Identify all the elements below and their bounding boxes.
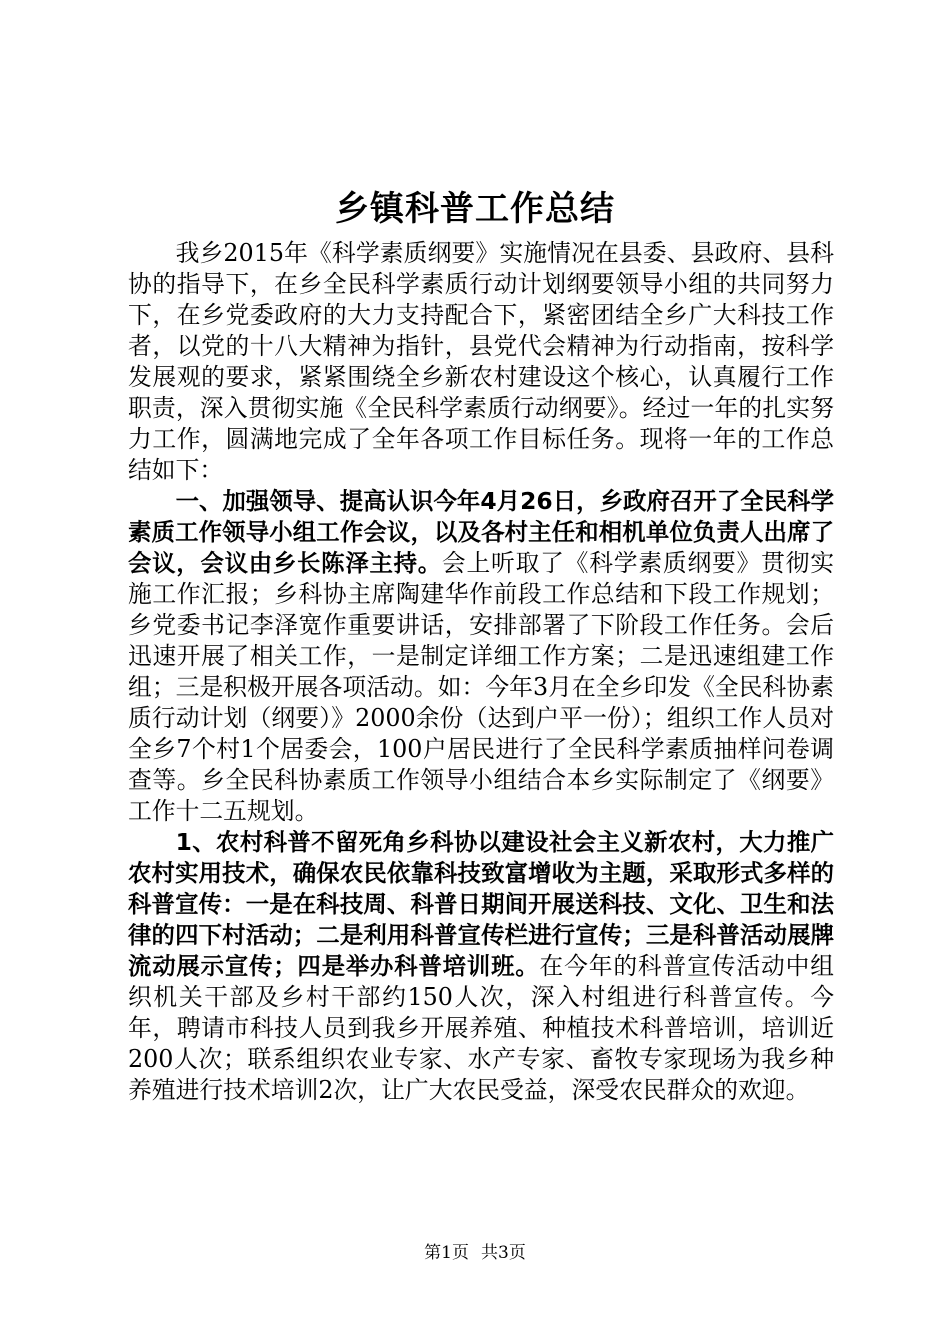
paragraph-intro xyxy=(128,238,834,486)
paragraph-text: 会上听取了《科学素质纲要》贯彻实施工作汇报；乡科协主席陶建华作前段工作总结和下段工作规划；乡党委书记李泽宽作重要讲话，安排部署了下阶段工作任务。会后迅速开展了相关工作，一是制定详细工作方案；二是迅速组建工作组；三是积极开展各项活动。如：今年3月在全乡印发《全民科协素质行动计划（纲要）》2000余份（达到户平一份）；组织工作人员对全乡7个村1个居委会，100户居民进行了全民科学素质抽样问卷调查等。乡全民科协素质工作领导小组结合本乡实际制定了《纲要》工作十二五规划。 xyxy=(128,549,835,825)
paragraph-heading: 1、农村科普不留死角乡科协以建设社会主义新农村，大力推广农村实用技术，确保农民依靠科技致富增收为主题，采取形式多样的科普宣传：一是在科技周、科普日期间开展送科技、文化、卫生和法律的四下村活动；二是利用科普宣传栏进行宣传；三是科普活动展牌流动展示宣传；四是举办科普培训班。 xyxy=(128,828,834,980)
document-title: 乡镇科普工作总结 xyxy=(335,189,615,229)
paragraph-section-1 xyxy=(128,486,834,827)
paragraph-text: 在今年的科普宣传活动中组织机关干部及乡村干部约150人次，深入村组进行科普宣传。今年，聘请市科技人员到我乡开展养殖、种植技术科普培训，培训近200人次；联系组织农业专家、水产专家、畜牧专家现场为我乡种养殖进行技术培训2次，让广大农民受益，深受农民群众的欢迎。 xyxy=(128,952,835,1104)
page-total: 共3页 xyxy=(481,1243,526,1263)
page-number: 第1页 xyxy=(424,1243,469,1263)
paragraph-text: 我乡2015年《科学素质纲要》实施情况在县委、县政府、县科协的指导下，在乡全民科学素质行动计划纲要领导小组的共同努力下，在乡党委政府的大力支持配合下，紧密团结全乡广大科技工作者，以党的十八大精神为指针，县党代会精神为行动指南，按科学发展观的要求，紧紧围绕全乡新农村建设这个核心，认真履行工作职责，深入贯彻实施《全民科学素质行动纲要》。经过一年的扎实努力工作，圆满地完成了全年各项工作目标任务。现将一年的工作总结如下： xyxy=(128,239,834,484)
page-footer xyxy=(0,1241,950,1265)
paragraph-heading: 一、加强领导、提高认识今年4月26日，乡政府召开了全民科学素质工作领导小组工作会议，以及各村主任和相机单位负责人出席了会议，会议由乡长陈泽主持。 xyxy=(128,487,834,577)
paragraph-section-1-1 xyxy=(128,827,834,1106)
document-body xyxy=(128,238,834,1106)
